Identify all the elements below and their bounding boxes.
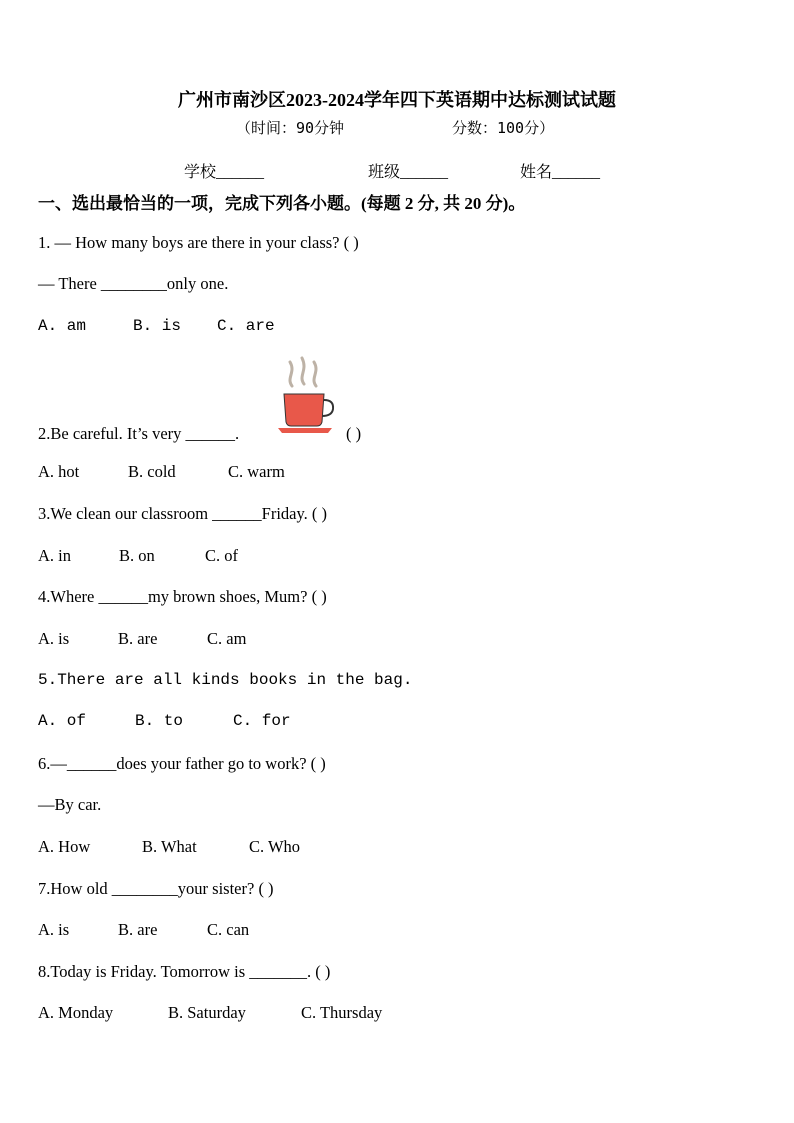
exam-time: （时间：90分钟 (236, 119, 345, 137)
question-2-line-1: 2.Be careful. It’s very ______. (38, 424, 240, 443)
question-1-options (38, 317, 275, 335)
question-6-line-1: 6.—______does your father go to work? ( ) (38, 754, 326, 773)
option-a: A. of (38, 712, 87, 730)
option-c: C. can (207, 920, 250, 939)
option-c: C. am (207, 629, 247, 648)
option-b: B. to (135, 712, 184, 730)
exam-score: 分数：100分） (452, 119, 555, 137)
option-b: B. cold (128, 462, 176, 481)
question-4-line-1: 4.Where ______my brown shoes, Mum? ( ) (38, 587, 327, 606)
hot-coffee-cup-icon (276, 354, 338, 436)
option-a: A. in (38, 546, 71, 565)
option-b: B. What (142, 837, 197, 856)
question-6-options (38, 837, 301, 857)
option-c: C. are (217, 317, 275, 335)
option-c: C. for (233, 712, 291, 730)
option-b: B. on (119, 546, 155, 565)
question-5-line-1: 5.There are all kinds books in the bag. (38, 671, 413, 689)
section-heading: 一、选出最恰当的一项，完成下列各小题。(每题 2 分, 共 20 分)。 (38, 194, 526, 213)
question-2-paren: ( ) (346, 424, 362, 443)
question-5-options (38, 712, 291, 730)
question-4-options (38, 629, 247, 649)
option-a: A. is (38, 920, 70, 939)
option-b: B. are (118, 629, 158, 648)
question-7-line-1: 7.How old ________your sister? ( ) (38, 879, 274, 898)
question-2-options (38, 462, 285, 482)
question-6-line-2: —By car. (38, 795, 102, 814)
name-field: 姓名______ (520, 164, 601, 181)
option-a: A. am (38, 317, 87, 335)
option-b: B. are (118, 920, 158, 939)
option-a: A. hot (38, 462, 80, 481)
question-8-options (38, 1003, 383, 1023)
question-1-line-1: 1. — How many boys are there in your class? ( ) (38, 233, 359, 252)
option-c: C. Thursday (301, 1003, 383, 1022)
school-field: 学校______ (184, 164, 265, 181)
option-c: C. warm (228, 462, 285, 481)
option-b: B. Saturday (168, 1003, 246, 1022)
class-field: 班级______ (368, 164, 449, 181)
option-b: B. is (133, 317, 182, 335)
option-c: C. Who (249, 837, 301, 856)
option-a: A. is (38, 629, 70, 648)
page-title: 广州市南沙区2023-2024学年四下英语期中达标测试试题 (178, 90, 616, 110)
question-8-line-1: 8.Today is Friday. Tomorrow is _______. ( ) (38, 962, 331, 981)
question-7-options (38, 920, 250, 940)
option-a: A. How (38, 837, 91, 856)
question-1-line-2: — There ________only one. (38, 274, 229, 293)
question-3-options (38, 546, 238, 566)
question-3-line-1: 3.We clean our classroom ______Friday. ( ) (38, 504, 328, 523)
option-a: A. Monday (38, 1003, 114, 1022)
option-c: C. of (205, 546, 238, 565)
